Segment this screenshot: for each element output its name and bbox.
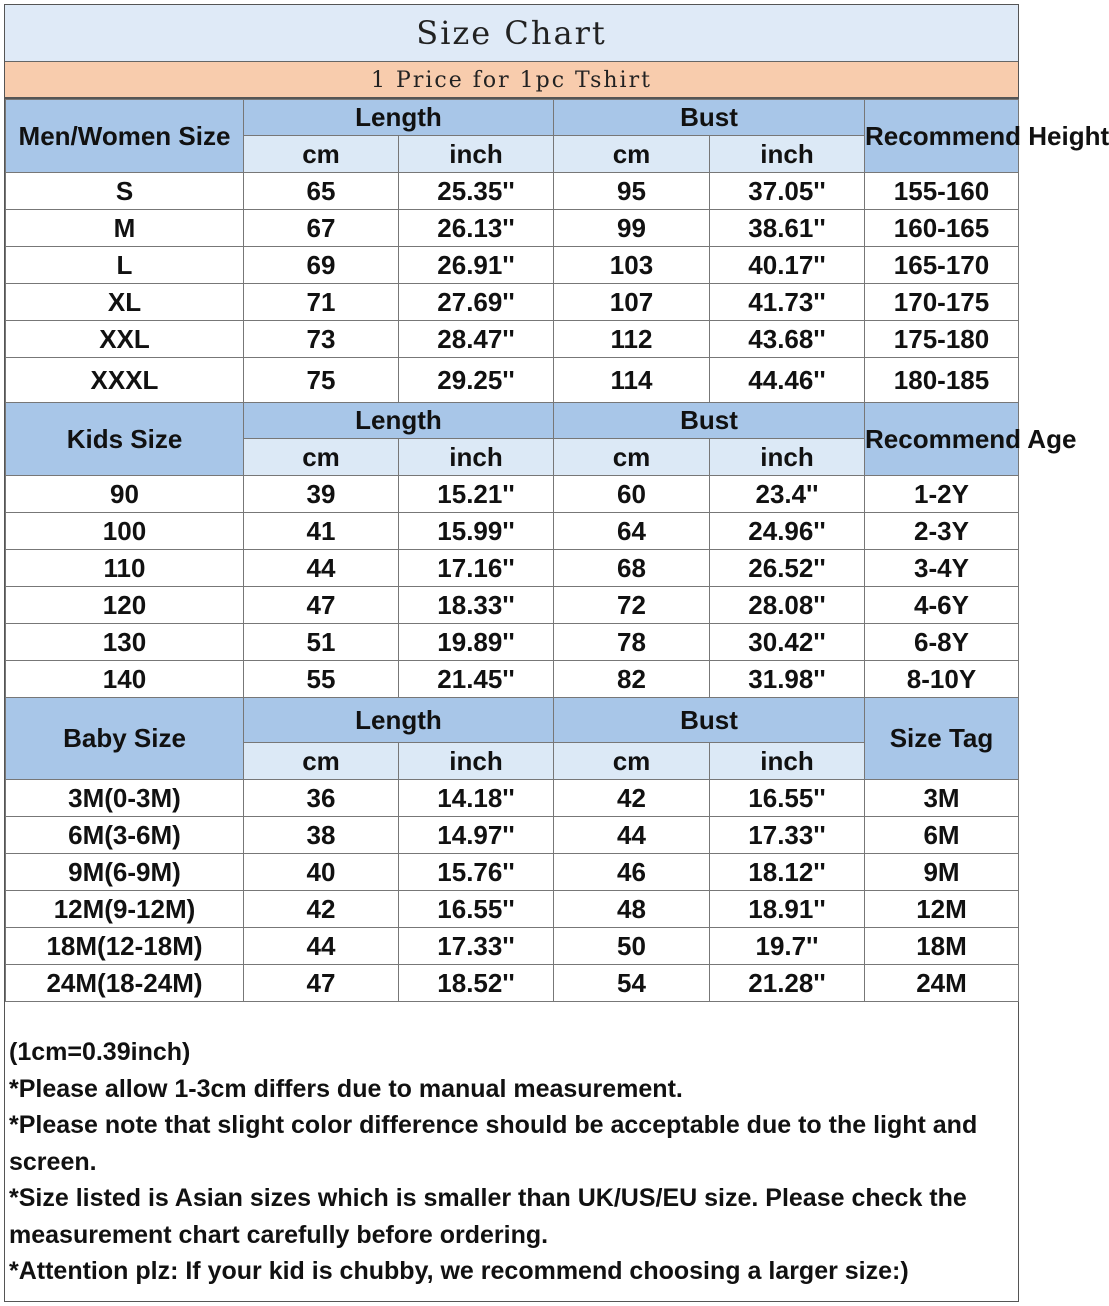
length-inch-header: inch xyxy=(399,136,554,173)
bust-cm-cell: 60 xyxy=(554,476,710,513)
length-cm-cell: 75 xyxy=(244,358,399,403)
table-row xyxy=(6,358,1019,403)
bust-inch-cell: 17.33'' xyxy=(710,817,865,854)
bust-cm-cell: 112 xyxy=(554,321,710,358)
size-cell: 18M(12-18M) xyxy=(6,928,244,965)
last-column-cell: 6M xyxy=(865,817,1019,854)
last-column-cell: 8-10Y xyxy=(865,661,1019,698)
last-column-cell: 2-3Y xyxy=(865,513,1019,550)
bust-inch-cell: 44.46'' xyxy=(710,358,865,403)
last-column-cell: 4-6Y xyxy=(865,587,1019,624)
section-header-row xyxy=(6,698,1019,743)
table-row xyxy=(6,247,1019,284)
size-cell: 130 xyxy=(6,624,244,661)
last-column-cell: 155-160 xyxy=(865,173,1019,210)
bust-inch-cell: 21.28'' xyxy=(710,965,865,1002)
bust-cm-cell: 64 xyxy=(554,513,710,550)
bust-inch-cell: 41.73'' xyxy=(710,284,865,321)
length-inch-cell: 15.99'' xyxy=(399,513,554,550)
size-cell: XL xyxy=(6,284,244,321)
size-cell: 110 xyxy=(6,550,244,587)
bust-cm-cell: 78 xyxy=(554,624,710,661)
length-inch-cell: 21.45'' xyxy=(399,661,554,698)
size-cell: 140 xyxy=(6,661,244,698)
last-column-cell: 3-4Y xyxy=(865,550,1019,587)
last-column-header: Size Tag xyxy=(865,698,1019,780)
size-column-header: Men/Women Size xyxy=(6,100,244,173)
bust-cm-cell: 72 xyxy=(554,587,710,624)
table-row xyxy=(6,210,1019,247)
bust-group-header: Bust xyxy=(554,100,865,136)
bust-cm-cell: 99 xyxy=(554,210,710,247)
bust-inch-cell: 31.98'' xyxy=(710,661,865,698)
table-row xyxy=(6,891,1019,928)
length-inch-cell: 15.76'' xyxy=(399,854,554,891)
size-chart-sheet xyxy=(4,4,1109,1302)
bust-inch-cell: 16.55'' xyxy=(710,780,865,817)
length-cm-cell: 39 xyxy=(244,476,399,513)
table-row xyxy=(6,780,1019,817)
length-group-header: Length xyxy=(244,403,554,439)
length-cm-header: cm xyxy=(244,439,399,476)
last-column-cell: 3M xyxy=(865,780,1019,817)
last-column-cell: 170-175 xyxy=(865,284,1019,321)
length-inch-cell: 17.33'' xyxy=(399,928,554,965)
length-inch-cell: 17.16'' xyxy=(399,550,554,587)
length-inch-cell: 25.35'' xyxy=(399,173,554,210)
length-inch-header: inch xyxy=(399,743,554,780)
table-row xyxy=(6,476,1019,513)
bust-cm-cell: 46 xyxy=(554,854,710,891)
size-table-body xyxy=(6,100,1109,1002)
bust-cm-cell: 48 xyxy=(554,891,710,928)
bust-inch-cell: 23.4'' xyxy=(710,476,865,513)
table-row xyxy=(6,965,1019,1002)
size-cell: 100 xyxy=(6,513,244,550)
bust-inch-header: inch xyxy=(710,136,865,173)
table-row xyxy=(6,173,1019,210)
length-cm-cell: 44 xyxy=(244,928,399,965)
table-row xyxy=(6,550,1019,587)
size-cell: M xyxy=(6,210,244,247)
last-column-cell: 6-8Y xyxy=(865,624,1019,661)
last-column-cell: 9M xyxy=(865,854,1019,891)
table-row xyxy=(6,624,1019,661)
length-cm-header: cm xyxy=(244,136,399,173)
length-cm-cell: 73 xyxy=(244,321,399,358)
last-column-cell: 24M xyxy=(865,965,1019,1002)
length-cm-cell: 40 xyxy=(244,854,399,891)
last-column-cell: 180-185 xyxy=(865,358,1019,403)
size-column-header: Baby Size xyxy=(6,698,244,780)
size-cell: 12M(9-12M) xyxy=(6,891,244,928)
notes-section xyxy=(5,1014,1018,1301)
bust-inch-header: inch xyxy=(710,743,865,780)
length-cm-cell: 47 xyxy=(244,965,399,1002)
bust-inch-cell: 38.61'' xyxy=(710,210,865,247)
size-cell: S xyxy=(6,173,244,210)
size-cell: 9M(6-9M) xyxy=(6,854,244,891)
bust-inch-cell: 30.42'' xyxy=(710,624,865,661)
bust-cm-cell: 82 xyxy=(554,661,710,698)
length-inch-cell: 16.55'' xyxy=(399,891,554,928)
size-cell: 6M(3-6M) xyxy=(6,817,244,854)
table-row xyxy=(6,513,1019,550)
bust-inch-cell: 19.7'' xyxy=(710,928,865,965)
note-color: *Please note that slight color difference should be acceptable due to the light and screen. xyxy=(9,1111,978,1176)
length-cm-cell: 67 xyxy=(244,210,399,247)
length-inch-cell: 18.33'' xyxy=(399,587,554,624)
note-measurement: *Please allow 1-3cm differs due to manual measurement. xyxy=(9,1074,683,1103)
table-row xyxy=(6,321,1019,358)
chart-title: Size Chart xyxy=(5,5,1018,62)
size-cell: XXL xyxy=(6,321,244,358)
last-column-cell: 18M xyxy=(865,928,1019,965)
bust-cm-cell: 50 xyxy=(554,928,710,965)
bust-cm-cell: 103 xyxy=(554,247,710,284)
bust-inch-header: inch xyxy=(710,439,865,476)
length-cm-cell: 41 xyxy=(244,513,399,550)
length-inch-cell: 29.25'' xyxy=(399,358,554,403)
bust-cm-cell: 95 xyxy=(554,173,710,210)
bust-inch-cell: 28.08'' xyxy=(710,587,865,624)
table-row xyxy=(6,928,1019,965)
bust-cm-cell: 114 xyxy=(554,358,710,403)
last-column-cell: 160-165 xyxy=(865,210,1019,247)
last-column-cell: 165-170 xyxy=(865,247,1019,284)
length-inch-header: inch xyxy=(399,439,554,476)
bust-cm-header: cm xyxy=(554,439,710,476)
note-asian-sizes: *Size listed is Asian sizes which is smaller than UK/US/EU size. Please check the measurement chart carefully before ordering. xyxy=(9,1184,967,1249)
bust-group-header: Bust xyxy=(554,403,865,439)
length-inch-cell: 15.21'' xyxy=(399,476,554,513)
length-inch-cell: 14.97'' xyxy=(399,817,554,854)
last-column-cell: 175-180 xyxy=(865,321,1019,358)
table-row xyxy=(6,587,1019,624)
length-group-header: Length xyxy=(244,698,554,743)
last-column-header: Recommend Age xyxy=(865,403,1019,476)
bust-inch-cell: 24.96'' xyxy=(710,513,865,550)
bust-inch-cell: 37.05'' xyxy=(710,173,865,210)
size-cell: 24M(18-24M) xyxy=(6,965,244,1002)
length-inch-cell: 28.47'' xyxy=(399,321,554,358)
bust-cm-header: cm xyxy=(554,743,710,780)
table-row xyxy=(6,817,1019,854)
length-group-header: Length xyxy=(244,100,554,136)
size-cell: 120 xyxy=(6,587,244,624)
bust-inch-cell: 40.17'' xyxy=(710,247,865,284)
bust-cm-cell: 44 xyxy=(554,817,710,854)
length-cm-cell: 69 xyxy=(244,247,399,284)
bust-cm-cell: 68 xyxy=(554,550,710,587)
length-cm-cell: 38 xyxy=(244,817,399,854)
length-inch-cell: 27.69'' xyxy=(399,284,554,321)
size-table xyxy=(5,99,1109,1002)
length-cm-cell: 47 xyxy=(244,587,399,624)
length-cm-cell: 44 xyxy=(244,550,399,587)
length-inch-cell: 26.91'' xyxy=(399,247,554,284)
length-inch-cell: 19.89'' xyxy=(399,624,554,661)
bust-inch-cell: 18.91'' xyxy=(710,891,865,928)
length-cm-cell: 65 xyxy=(244,173,399,210)
bust-inch-cell: 18.12'' xyxy=(710,854,865,891)
size-cell: 3M(0-3M) xyxy=(6,780,244,817)
table-row xyxy=(6,854,1019,891)
section-header-row xyxy=(6,403,1019,439)
section-header-row xyxy=(6,100,1019,136)
length-cm-cell: 71 xyxy=(244,284,399,321)
last-column-header: Recommend Height xyxy=(865,100,1019,173)
bust-inch-cell: 43.68'' xyxy=(710,321,865,358)
length-inch-cell: 18.52'' xyxy=(399,965,554,1002)
size-column-header: Kids Size xyxy=(6,403,244,476)
length-inch-cell: 14.18'' xyxy=(399,780,554,817)
bust-cm-cell: 107 xyxy=(554,284,710,321)
last-column-cell: 12M xyxy=(865,891,1019,928)
price-note: 1 Price for 1pc Tshirt xyxy=(5,62,1018,99)
bust-cm-cell: 42 xyxy=(554,780,710,817)
length-cm-cell: 55 xyxy=(244,661,399,698)
bust-cm-cell: 54 xyxy=(554,965,710,1002)
bust-group-header: Bust xyxy=(554,698,865,743)
length-cm-cell: 51 xyxy=(244,624,399,661)
table-row xyxy=(6,661,1019,698)
size-cell: L xyxy=(6,247,244,284)
bust-inch-cell: 26.52'' xyxy=(710,550,865,587)
table-row xyxy=(6,284,1019,321)
last-column-cell: 1-2Y xyxy=(865,476,1019,513)
note-chubby-kid: *Attention plz: If your kid is chubby, we recommend choosing a larger size:) xyxy=(9,1257,909,1285)
note-conversion: (1cm=0.39inch) xyxy=(9,1038,191,1066)
bust-cm-header: cm xyxy=(554,136,710,173)
length-cm-header: cm xyxy=(244,743,399,780)
length-cm-cell: 42 xyxy=(244,891,399,928)
size-cell: 90 xyxy=(6,476,244,513)
length-inch-cell: 26.13'' xyxy=(399,210,554,247)
size-cell: XXXL xyxy=(6,358,244,403)
length-cm-cell: 36 xyxy=(244,780,399,817)
